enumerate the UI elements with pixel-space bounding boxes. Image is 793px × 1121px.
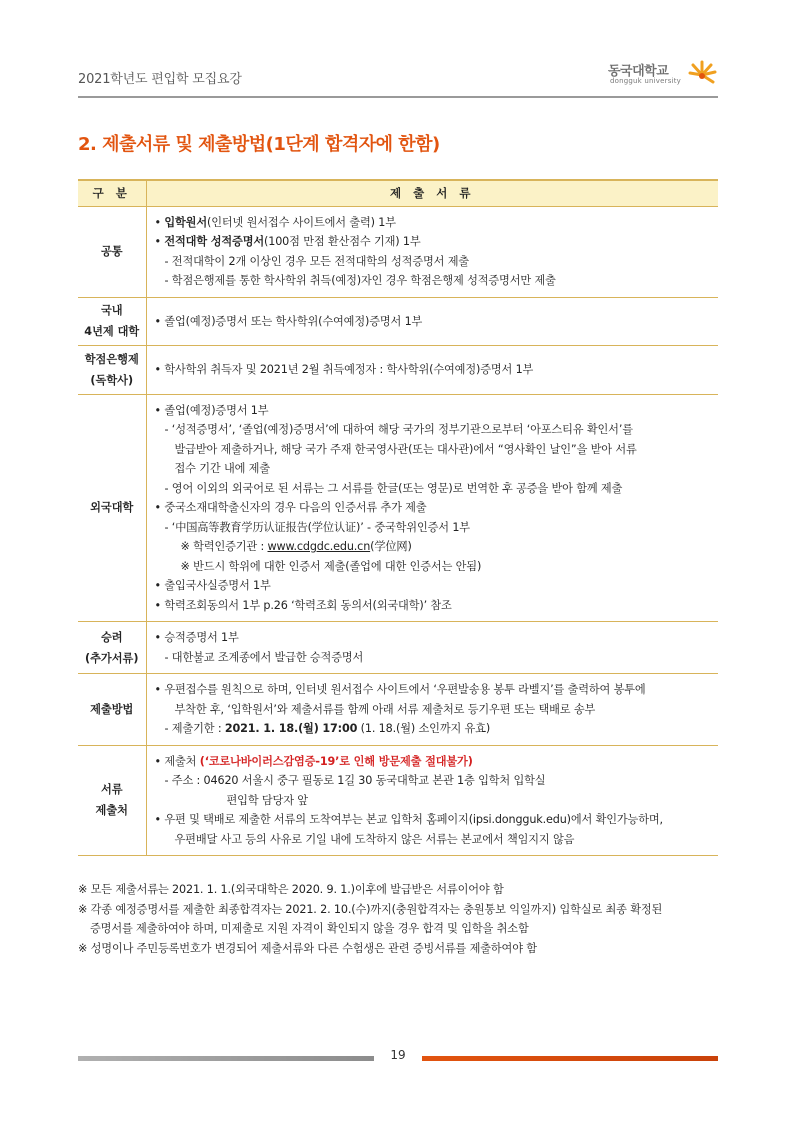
row-label-line: (추가서류) bbox=[85, 651, 139, 665]
list-item: ※ 학력인증기관 : www.cdgdc.edu.cn(学位网) bbox=[180, 540, 412, 553]
row-content bbox=[146, 394, 718, 622]
note-item: ※ 각종 예정증명서를 제출한 최종합격자는 2021. 2. 10.(수)까지(충원합격자는 충원통보 익일까지) 입학실로 최종 확정된 bbox=[78, 902, 663, 916]
row-label-line: 제출방법 bbox=[90, 702, 134, 716]
list-item: - 제출기한 : 2021. 1. 18.(월) 17:00 (1. 18.(월) 소인까지 유효) bbox=[164, 722, 491, 735]
list-item: • 제출처 (‘코로나바이러스감염증-19’로 인해 방문제출 절대불가) bbox=[154, 754, 473, 768]
table-row-submission-method bbox=[78, 674, 718, 746]
table-row-monk bbox=[78, 622, 718, 674]
row-label-line: 4년제 대학 bbox=[84, 325, 140, 339]
row-content bbox=[146, 346, 718, 395]
university-logo bbox=[608, 58, 718, 92]
note-item: 증명서를 제출하여야 하며, 미제출로 지원 자격이 확인되지 않을 경우 합격 및 입학을 취소함 bbox=[90, 922, 529, 935]
list-item: - 주소 : 04620 서울시 중구 필동로 1길 30 동국대학교 본관 1층 입학처 입학실 bbox=[164, 774, 546, 787]
list-item: • 입학원서(인터넷 원서접수 사이트에서 출력) 1부 bbox=[154, 215, 396, 229]
list-item: - 전적대학이 2개 이상인 경우 모든 전적대학의 성적증명서 제출 bbox=[164, 254, 470, 268]
row-content bbox=[146, 622, 718, 674]
list-item: - ‘中国高等教育学历认证报告(学位认证)’ - 중국학위인증서 1부 bbox=[164, 520, 470, 534]
column-header-documents: 제 출 서 류 bbox=[146, 180, 718, 206]
header-divider bbox=[78, 96, 718, 98]
note-item: ※ 모든 제출서류는 2021. 1. 1.(외국대학은 2020. 9. 1.)이후에 발급받은 서류이어야 함 bbox=[78, 883, 504, 896]
no-visit-warning: (‘코로나바이러스감염증-19’로 인해 방문제출 절대불가) bbox=[199, 754, 473, 768]
list-item: • 출입국사실증명서 1부 bbox=[154, 579, 271, 592]
list-item: • 중국소재대학출신자의 경우 다음의 인증서류 추가 제출 bbox=[154, 501, 427, 514]
row-label-line: 학점은행제 bbox=[84, 352, 139, 366]
list-item: 발급받아 제출하거나, 해당 국가 주재 한국영사관(또는 대사관)에서 “영사확인 날인”을 받아 서류 bbox=[174, 442, 637, 456]
list-item: • 학사학위 취득자 및 2021년 2월 취득예정자 : 학사학위(수여예정)증명서 1부 bbox=[154, 363, 534, 376]
logo-sunburst-icon bbox=[686, 58, 718, 90]
row-label bbox=[78, 394, 146, 622]
notes-section bbox=[78, 880, 718, 958]
page-header bbox=[78, 58, 718, 98]
row-label-line: 외국대학 bbox=[90, 501, 134, 515]
row-content bbox=[146, 674, 718, 746]
row-content bbox=[146, 206, 718, 297]
row-label-line: 서류 bbox=[100, 783, 123, 797]
footer-bar-right bbox=[422, 1056, 718, 1061]
section-title: 2. 제출서류 및 제출방법(1단계 합격자에 한함) bbox=[78, 134, 440, 155]
row-label bbox=[78, 674, 146, 746]
table-row-foreign-university bbox=[78, 394, 718, 622]
list-item: 우편배달 사고 등의 사유로 기일 내에 도착하지 않은 서류는 본교에서 책임지지 않음 bbox=[174, 832, 575, 846]
list-item: • 전적대학 성적증명서(100점 만점 환산점수 기재) 1부 bbox=[154, 235, 421, 248]
list-item: 접수 기간 내에 제출 bbox=[174, 462, 270, 475]
list-item: • 학력조회동의서 1부 p.26 ‘학력조회 동의서(외국대학)’ 참조 bbox=[154, 598, 452, 612]
table-row-submission-place bbox=[78, 745, 718, 856]
list-item: - 영어 이외의 외국어로 된 서류는 그 서류를 한글(또는 영문)로 번역한 후 공증을 받아 함께 제출 bbox=[164, 481, 623, 495]
page-footer bbox=[78, 1046, 718, 1072]
page-number: 19 bbox=[390, 1048, 406, 1062]
row-label-line: 제출처 bbox=[95, 804, 128, 818]
table-row-credit-bank bbox=[78, 346, 718, 395]
list-item: • 졸업(예정)증명서 또는 학사학위(수여예정)증명서 1부 bbox=[154, 314, 423, 328]
row-label bbox=[78, 346, 146, 395]
logo-text-english: dongguk university bbox=[610, 77, 681, 85]
logo-text-korean: 동국대학교 bbox=[608, 64, 669, 79]
row-label-line: 공통 bbox=[100, 245, 123, 258]
list-item: 부착한 후, ‘입학원서’와 제출서류를 함께 아래 서류 제출처로 등기우편 또는 택배로 송부 bbox=[174, 702, 596, 716]
note-item: ※ 성명이나 주민등록번호가 변경되어 제출서류와 다른 수험생은 관련 증빙서류를 제출하여야 함 bbox=[78, 941, 537, 955]
row-label bbox=[78, 622, 146, 674]
documents-table bbox=[78, 179, 718, 856]
table-row-domestic-university bbox=[78, 297, 718, 346]
list-item: • 우편 및 택배로 제출한 서류의 도착여부는 본교 입학처 홈페이지(ipsi.dongguk.edu)에서 확인가능하며, bbox=[154, 813, 663, 826]
list-item: ※ 반드시 학위에 대한 인증서 제출(졸업에 대한 인증서는 안됨) bbox=[180, 559, 482, 573]
list-item: - 학점은행제를 통한 학사학위 취득(예정)자인 경우 학점은행제 성적증명서만 제출 bbox=[164, 274, 556, 287]
row-label bbox=[78, 206, 146, 297]
list-item: - ‘성적증명서’, ‘졸업(예정)증명서’에 대하여 해당 국가의 정부기관으로부터 ‘아포스티유 확인서’를 bbox=[164, 423, 633, 436]
list-item: • 승적증명서 1부 bbox=[154, 631, 239, 644]
row-label-line: 승려 bbox=[100, 630, 123, 644]
row-label bbox=[78, 745, 146, 856]
list-item: • 졸업(예정)증명서 1부 bbox=[154, 403, 269, 417]
table-header-row bbox=[78, 180, 718, 206]
row-content bbox=[146, 745, 718, 856]
list-item: • 우편접수를 원칙으로 하며, 인터넷 원서접수 사이트에서 ‘우편발송용 봉투 라벨지’를 출력하여 봉투에 bbox=[154, 683, 646, 696]
table-row-common bbox=[78, 206, 718, 297]
footer-bar-left bbox=[78, 1056, 374, 1061]
document-title: 2021학년도 편입학 모집요강 bbox=[78, 72, 242, 87]
row-label bbox=[78, 297, 146, 346]
list-item: - 대한불교 조계종에서 발급한 승적증명서 bbox=[164, 650, 364, 664]
row-content bbox=[146, 297, 718, 346]
row-label-line: 국내 bbox=[100, 304, 123, 318]
column-header-category: 구 분 bbox=[78, 180, 146, 206]
row-label-line: (독학사) bbox=[90, 373, 134, 387]
list-item: 편입학 담당자 앞 bbox=[226, 793, 308, 807]
certification-site-link[interactable]: www.cdgdc.edu.cn bbox=[267, 540, 371, 553]
